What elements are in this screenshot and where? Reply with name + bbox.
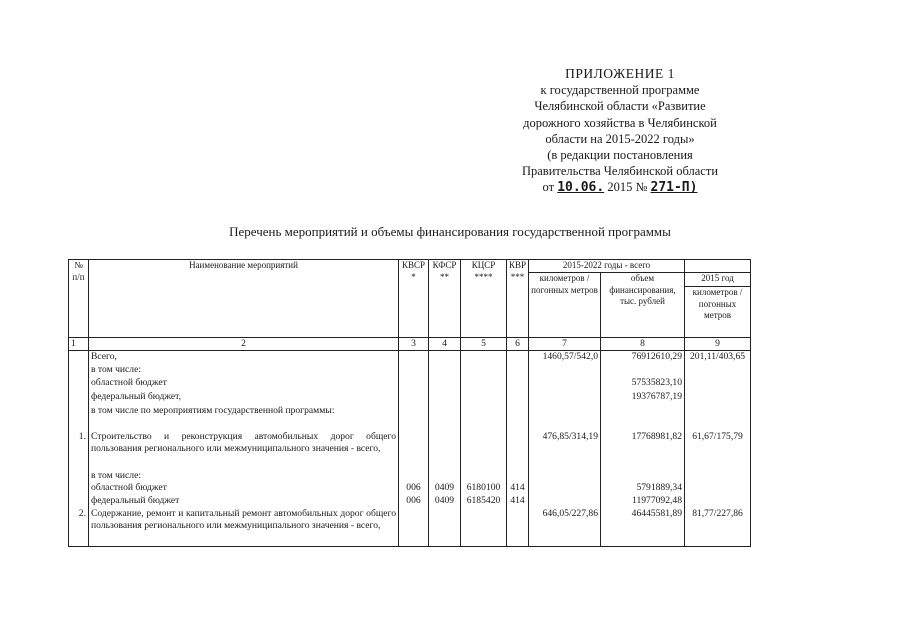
row-kfsr: [429, 470, 461, 482]
row-kvr: [507, 377, 529, 391]
row-num: [69, 364, 89, 377]
table-row: [69, 508, 751, 547]
row-kcsr: 6185420: [461, 495, 507, 508]
row-kfsr: [429, 508, 461, 547]
row-km-2015: [685, 405, 751, 431]
row-kfsr: [429, 405, 461, 431]
col-number: 5: [461, 338, 507, 351]
table-row: [69, 391, 751, 405]
row-kcsr: [461, 377, 507, 391]
row-kfsr: [429, 377, 461, 391]
row-km-total: [529, 470, 601, 482]
row-num: [69, 391, 89, 405]
appendix-title: ПРИЛОЖЕНИЕ 1: [565, 66, 675, 81]
header-kcsr: КЦСР ****: [461, 260, 507, 338]
row-kfsr: 0409: [429, 495, 461, 508]
row-kvr: [507, 351, 529, 365]
row-kvr: [507, 391, 529, 405]
row-name: в том числе:: [89, 364, 399, 377]
row-name: в том числе по мероприятиям государственной программы:: [89, 405, 399, 431]
row-km-total: 1460,57/542,0: [529, 351, 601, 365]
header-empty: [685, 260, 751, 273]
col-number: 3: [399, 338, 429, 351]
row-kvr: [507, 431, 529, 470]
row-num: [69, 495, 89, 508]
row-km-total: 646,05/227,86: [529, 508, 601, 547]
row-num: [69, 482, 89, 495]
row-kcsr: [461, 470, 507, 482]
row-km-total: [529, 391, 601, 405]
row-kvsr: [399, 431, 429, 470]
row-financing: 5791889,34: [601, 482, 685, 495]
row-km-total: [529, 495, 601, 508]
row-name: областной бюджет: [89, 377, 399, 391]
row-financing: 19376787,19: [601, 391, 685, 405]
row-kcsr: [461, 364, 507, 377]
row-km-2015: [685, 482, 751, 495]
date-day: 10.06.: [557, 180, 605, 196]
row-financing: [601, 405, 685, 431]
row-name: Всего,: [89, 351, 399, 365]
appendix-line: к государственной программе: [540, 83, 700, 98]
row-kvsr: [399, 377, 429, 391]
appendix-line: дорожного хозяйства в Челябинской: [523, 115, 717, 130]
row-kvr: 414: [507, 482, 529, 495]
col-number: 4: [429, 338, 461, 351]
resolution-date-line: [470, 179, 770, 196]
table-row: [69, 431, 751, 470]
row-kvr: [507, 508, 529, 547]
col-number: 8: [601, 338, 685, 351]
row-name: в том числе:: [89, 470, 399, 482]
appendix-line: Челябинской области «Развитие: [534, 99, 706, 114]
row-kvsr: [399, 508, 429, 547]
row-kvsr: 006: [399, 482, 429, 495]
row-name: федеральный бюджет: [89, 495, 399, 508]
header-kfsr: КФСР **: [429, 260, 461, 338]
header-financing: объем финансирования, тыс. рублей: [601, 273, 685, 338]
row-km-2015: [685, 377, 751, 391]
row-km-2015: 201,11/403,65: [685, 351, 751, 365]
row-kcsr: [461, 508, 507, 547]
row-kvr: [507, 364, 529, 377]
row-name: областной бюджет: [89, 482, 399, 495]
row-kfsr: [429, 351, 461, 365]
appendix-line: (в редакции постановления: [547, 148, 693, 163]
row-km-2015: [685, 470, 751, 482]
row-name: Строительство и реконструкция автомобильных дорог общего пользования регионального или межмуниципального значения - всего,: [89, 431, 399, 470]
row-kvr: [507, 470, 529, 482]
row-num: [69, 470, 89, 482]
header-name: Наименование мероприятий: [89, 260, 399, 338]
row-km-2015: [685, 364, 751, 377]
column-number-row: [69, 338, 751, 351]
row-kfsr: 0409: [429, 482, 461, 495]
header-km-2015: километров / погонных метров: [685, 287, 751, 338]
table-row: [69, 405, 751, 431]
header-period: 2015-2022 годы - всего: [529, 260, 685, 273]
date-prefix: от: [542, 180, 555, 195]
row-kvsr: [399, 470, 429, 482]
table-row: [69, 351, 751, 365]
appendix-line: Правительства Челябинской области: [521, 164, 719, 179]
table-row: [69, 470, 751, 482]
header-year-2015: 2015 год: [685, 273, 751, 287]
row-km-total: [529, 405, 601, 431]
row-financing: 17768981,82: [601, 431, 685, 470]
date-year: 2015 №: [607, 180, 648, 195]
header-row: [69, 260, 751, 273]
row-km-total: [529, 482, 601, 495]
row-km-2015: [685, 391, 751, 405]
row-financing: [601, 364, 685, 377]
row-financing: 11977092,48: [601, 495, 685, 508]
table-row: [69, 377, 751, 391]
row-financing: 76912610,29: [601, 351, 685, 365]
row-kvr: [507, 405, 529, 431]
table-body: [69, 351, 751, 547]
row-kcsr: 6180100: [461, 482, 507, 495]
table-row: [69, 482, 751, 495]
appendix-line: области на 2015-2022 годы»: [545, 131, 695, 146]
row-num: [69, 405, 89, 431]
row-kcsr: [461, 351, 507, 365]
appendix-block: [470, 66, 770, 197]
row-kvsr: 006: [399, 495, 429, 508]
row-kfsr: [429, 431, 461, 470]
row-name: Содержание, ремонт и капитальный ремонт автомобильных дорог общего пользования регионального или межмуниципального значения - всего,: [89, 508, 399, 547]
row-kvr: 414: [507, 495, 529, 508]
row-kvsr: [399, 364, 429, 377]
header-km-total: километров / погонных метров: [529, 273, 601, 338]
col-number: 6: [507, 338, 529, 351]
row-num: [69, 351, 89, 365]
col-number: 2: [89, 338, 399, 351]
col-number: 9: [685, 338, 751, 351]
row-km-total: [529, 377, 601, 391]
row-kcsr: [461, 405, 507, 431]
row-kvsr: [399, 405, 429, 431]
header-kvr: КВР ***: [507, 260, 529, 338]
row-num: 1.: [69, 431, 89, 470]
row-name: федеральный бюджет,: [89, 391, 399, 405]
row-kvsr: [399, 351, 429, 365]
row-kvsr: [399, 391, 429, 405]
row-km-total: 476,85/314,19: [529, 431, 601, 470]
row-kfsr: [429, 364, 461, 377]
row-km-2015: 81,77/227,86: [685, 508, 751, 547]
row-num: 2.: [69, 508, 89, 547]
row-km-total: [529, 364, 601, 377]
resolution-number: 271-П): [650, 180, 698, 196]
activities-table: [68, 259, 751, 547]
row-kcsr: [461, 431, 507, 470]
row-km-2015: 61,67/175,79: [685, 431, 751, 470]
col-number: 1: [69, 338, 89, 351]
row-financing: 57535823,10: [601, 377, 685, 391]
row-financing: [601, 470, 685, 482]
header-kvsr: КВСР *: [399, 260, 429, 338]
row-km-2015: [685, 495, 751, 508]
row-kcsr: [461, 391, 507, 405]
table-row: [69, 364, 751, 377]
header-num: № п/п: [69, 260, 89, 338]
row-financing: 46445581,89: [601, 508, 685, 547]
document-title: Перечень мероприятий и объемы финансирования государственной программы: [229, 224, 671, 239]
row-kfsr: [429, 391, 461, 405]
row-num: [69, 377, 89, 391]
table-row: [69, 495, 751, 508]
col-number: 7: [529, 338, 601, 351]
